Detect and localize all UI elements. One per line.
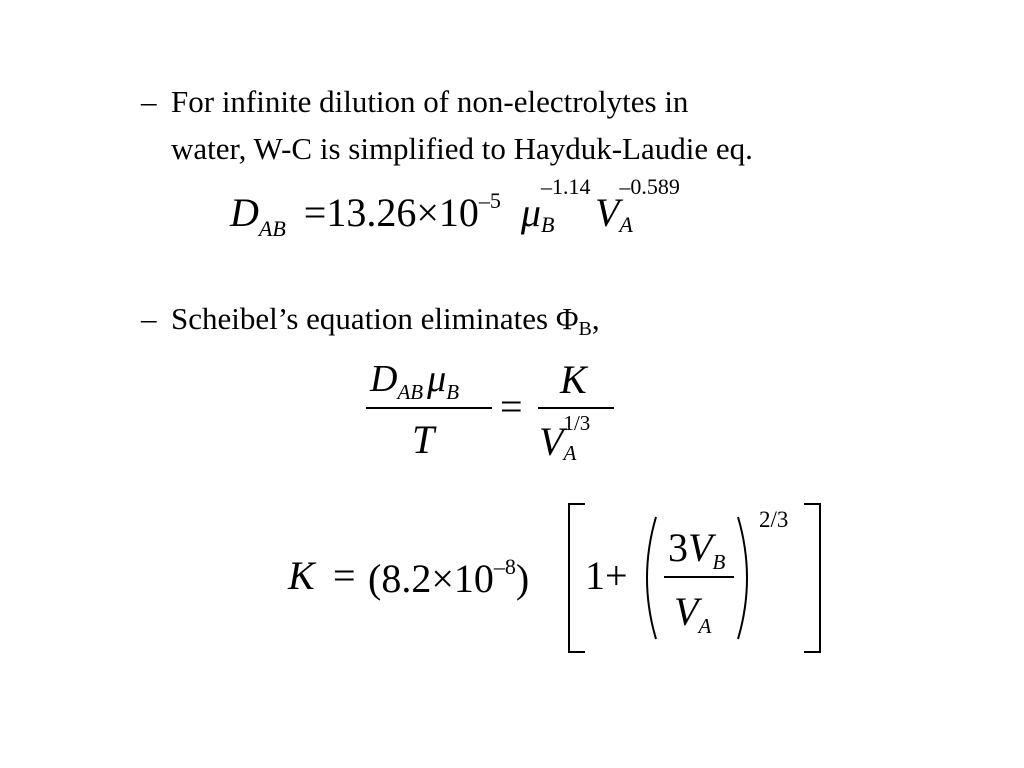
eq2-right-denominator xyxy=(539,411,603,465)
eq2-D-subscript: AB xyxy=(397,380,424,404)
eq2-right-fraction-bar xyxy=(538,407,614,409)
eq1-D-subscript: AB xyxy=(258,216,286,241)
eq2-equals: = xyxy=(500,384,523,429)
eq1-D: D xyxy=(230,190,259,235)
right-square-bracket xyxy=(802,503,822,653)
eq2-V: V xyxy=(539,419,564,464)
bullet-2-comma: , xyxy=(591,301,600,336)
eq2-V-exponent: 1/3 xyxy=(563,411,591,435)
eq1-mu: μ xyxy=(520,190,541,235)
eq2-D: D xyxy=(370,358,398,400)
bullet-1-line-2: water, W-C is simplified to Hayduk-Laudie eq. xyxy=(171,131,753,166)
eq2-K: K xyxy=(560,357,587,402)
eq3-one-plus: 1+ xyxy=(585,553,628,598)
eq1-V: V xyxy=(594,190,620,235)
left-parenthesis xyxy=(636,515,658,641)
bullet-2-subscript: B xyxy=(578,318,592,340)
hayduk-laudie-equation xyxy=(230,174,689,241)
eq3-numerator-V: V xyxy=(688,525,713,570)
eq1-equals: = xyxy=(303,190,327,235)
eq3-paren-close: ) xyxy=(515,556,530,601)
eq3-paren-term: (8.2×10 xyxy=(368,556,494,601)
bullet-dash-1: – xyxy=(141,84,157,119)
eq3-denominator xyxy=(674,589,712,638)
eq3-numerator-subscript: B xyxy=(712,550,726,574)
bullet-2-text xyxy=(171,303,600,339)
eq2-left-numerator xyxy=(370,360,459,403)
eq2-left-fraction-bar xyxy=(366,407,492,409)
eq3-inner-fraction-bar xyxy=(664,576,734,578)
eq3-numerator-coefficient: 3 xyxy=(668,525,688,570)
eq3-coefficient xyxy=(368,556,529,599)
eq1-coefficient-exponent: –5 xyxy=(478,188,501,213)
eq3-outer-exponent: 2/3 xyxy=(759,507,789,532)
eq3-paren-exponent: –8 xyxy=(493,554,516,579)
eq2-mu: μ xyxy=(427,358,447,400)
eq2-V-subscript: A xyxy=(563,441,577,465)
eq3-K: K xyxy=(288,553,315,598)
eq1-V-subscript: A xyxy=(619,212,633,237)
bullet-1-line-1: For infinite dilution of non-electrolytes in xyxy=(171,84,689,119)
eq1-mu-exponent: –1.14 xyxy=(540,174,591,199)
eq3-denominator-subscript: A xyxy=(698,614,712,638)
eq2-T: T xyxy=(412,417,435,462)
bullet-dash-2: – xyxy=(141,301,157,336)
eq3-numerator xyxy=(668,525,726,574)
eq3-equals: = xyxy=(333,553,356,598)
eq1-V-exponent: –0.589 xyxy=(619,174,680,199)
eq3-denominator-V: V xyxy=(674,589,699,634)
right-parenthesis xyxy=(736,515,758,641)
bullet-2-main: Scheibel’s equation eliminates Φ xyxy=(171,301,579,336)
eq1-coefficient: 13.26×10 xyxy=(326,190,479,235)
left-square-bracket xyxy=(567,503,587,653)
eq2-mu-subscript: B xyxy=(446,380,460,404)
eq1-mu-subscript: B xyxy=(540,212,555,237)
